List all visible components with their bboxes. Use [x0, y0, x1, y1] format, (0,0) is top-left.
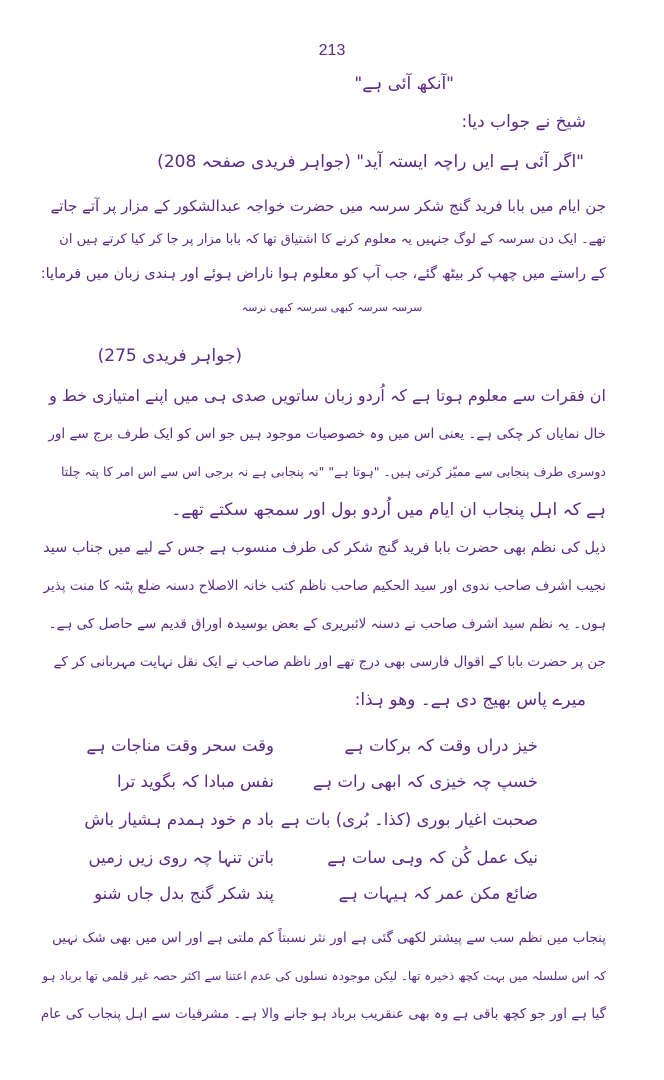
verse-second-half: نیک عمل کُن کہ وہی سات ہے [327, 848, 538, 867]
hindi-quote: سرسہ سرسہ کبھی سرسہ کبھی نرسہ [241, 301, 423, 314]
verse-first-half: باد م خود ہمدم ہشیار باش [84, 810, 274, 829]
verse-second-half: خسپ چہ خیزی کہ ابھی رات ہے [312, 772, 538, 791]
verse-second-half: ضائع مکن عمر کہ ہیہات ہے [338, 884, 538, 903]
paragraph-line: نجیب اشرف صاحب ندوی اور سید الحکیم صاحب ناظم کتب خانہ الاصلاح دسنہ ضلع پٹنہ کا منت پذیر [43, 578, 606, 594]
paragraph-line: گیا ہے اور جو کچھ باقی ہے وہ بھی عنقریب برباد ہو جانے والا ہے۔ مشرقیات سے اہل پنجاب کی عام [40, 1006, 606, 1022]
verse-second-half: خیز دراں وقت کہ برکات ہے [344, 736, 538, 755]
paragraph-line: ان فقرات سے معلوم ہوتا ہے کہ اُردو زبان ساتویں صدی ہی میں اپنے امتیازی خط و [49, 386, 606, 405]
quote-with-reference: "اگر آئی ہے ایں راچہ ایستہ آید" (جواہر فریدی صفحہ 208) [157, 152, 584, 172]
verse-first-half: نفس مبادا کہ بگوید ترا [116, 772, 274, 791]
quote-line: "آنکھ آئی ہے" [354, 74, 454, 94]
paragraph-line: جن ایام میں بابا فرید گنج شکر سرسہ میں حضرت خواجہ عبدالشکور کے مزار پر آتے جاتے [50, 197, 606, 215]
page-number: 213 [318, 42, 346, 59]
verse-first-half: پند شکر گنج بدل جاں شنو [94, 884, 274, 903]
paragraph-line: تھے۔ ایک دن سرسہ کے لوگ جنہیں یہ معلوم کرنے کا اشتیاق تھا کہ بابا مزار پر جا کر کیا کرتے ہیں ان [59, 232, 606, 247]
paragraph-line: دوسری طرف پنجابی سے ممیّز کرتی ہیں۔ "ہوتا ہے" "نہ پنجابی ہے نہ برجی اس سے اس امر کا پتہ چلتا [60, 464, 606, 479]
paragraph-line: پنجاب میں نظم سب سے پیشتر لکھی گئی ہے اور نثر نسبتاً کم ملتی ہے اور اس میں بھی شک نہیں [51, 930, 606, 946]
paragraph-line: میرے پاس بھیج دی ہے۔ وھو ہذا: [354, 690, 586, 710]
verse-first-half: باتن تنہا چہ روی زیں زمیں [88, 848, 274, 867]
paragraph-line: کے راستے میں چھپ کر بیٹھ گئے، جب آپ کو معلوم ہوا ناراض ہوئے اور ہندی زبان میں فرمایا: [40, 266, 606, 282]
paragraph-line: ہے کہ اہل پنجاب ان ایام میں اُردو بول اور سمجھ سکتے تھے۔ [171, 500, 606, 520]
paragraph-line: کہ اس سلسلہ میں بہت کچھ ذخیرہ تھا۔ لیکن موجودہ نسلوں کی عدم اعتنا سے اکثر حصہ غیر قلمی تھا برباد ہو [42, 969, 606, 983]
paragraph-line: خال نمایاں کر چکی ہے۔ یعنی اس میں وہ خصوصیات موجود ہیں جو اس کو ایک طرف برج سے اور [48, 426, 606, 442]
paragraph-line: ذیل کی نظم بھی حضرت بابا فرید گنج شکر کی طرف منسوب ہے جس کے لیے میں جناب سید [43, 540, 606, 556]
paragraph-line: ہوں۔ یہ نظم سید اشرف صاحب نے دسنہ لائبریری کے بعض بوسیدہ اوراق قدیم سے حاصل کی ہے۔ [48, 616, 606, 632]
text-line: شیخ نے جواب دیا: [461, 112, 586, 132]
paragraph-line: جن پر حضرت بابا کے اقوال فارسی بھی درج تھے اور ناظم صاحب نے ایک نقل نہایت مہربانی کر کے [53, 654, 606, 670]
reference: (جواہر فریدی 275) [97, 346, 242, 366]
verse-first-half: وقت سحر وقت مناجات ہے [86, 736, 274, 755]
verse-second-half: صحبت اغیار بوری (کذا۔ بُری) بات ہے [280, 810, 538, 829]
